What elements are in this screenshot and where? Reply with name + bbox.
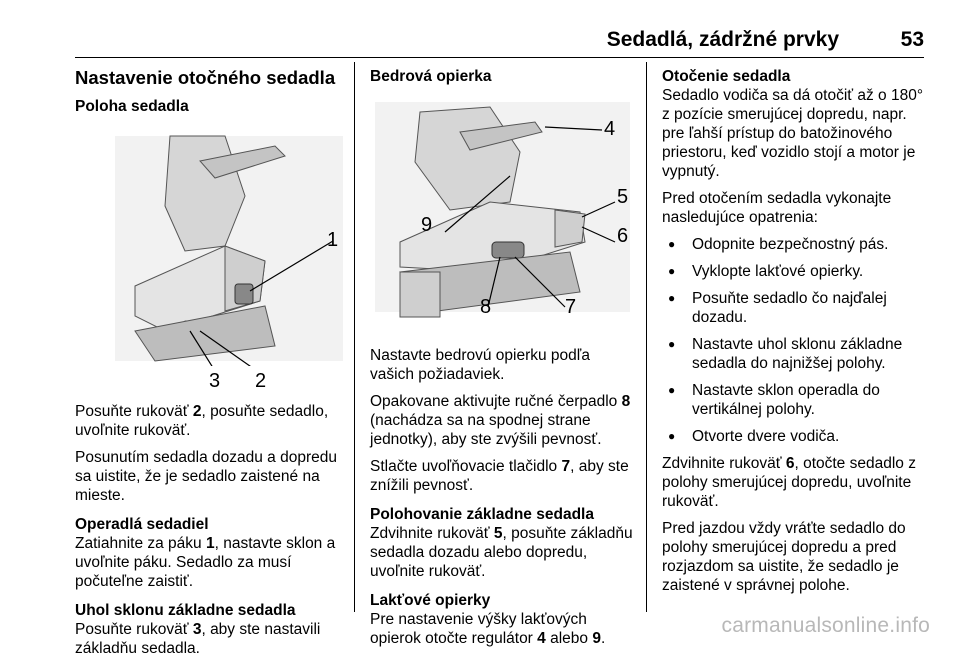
callout-4: 4 xyxy=(604,118,616,140)
paragraph-swivel-4: Pred jazdou vždy vráťte sedadlo do polohy smerujúcej dopredu a pred rozjazdom sa uistite, že sedadlo je zaistené v správnej polohe. xyxy=(662,520,906,594)
paragraph-lumbar-1: Nastavte bedrovú opierku podľa vašich požiadaviek. xyxy=(370,347,590,383)
list-item: ● Nastavte sklon operadla do vertikálnej polohy. xyxy=(662,381,927,419)
callout-9: 9 xyxy=(421,214,433,236)
page-header-title: Sedadlá, zádržné prvky xyxy=(606,28,839,51)
column-3 xyxy=(662,62,927,603)
page-number: 53 xyxy=(900,28,924,51)
list-item: ● Posuňte sedadlo čo najďalej dozadu. xyxy=(662,289,927,327)
subsection-title-seat-base-position: Polohovanie základne sedadla xyxy=(370,506,594,523)
paragraph-backrests: Zatiahnite za páku 1, nastavte sklon a uvoľnite páku. Sedadlo za musí počuteľne zaistiť. xyxy=(75,535,336,590)
column-divider-1 xyxy=(354,62,355,612)
lumbar-figure xyxy=(370,92,635,318)
paragraph-seat-position-2: Posunutím sedadla dozadu a dopredu sa uistite, že je sedadlo zaistené na mieste. xyxy=(75,449,337,504)
section-title: Nastavenie otočného sedadla xyxy=(75,67,336,88)
subsection-title-seat-swivel: Otočenie sedadla xyxy=(662,68,791,85)
paragraph-swivel-2: Pred otočením sedadla vykonajte nasledujúce opatrenia: xyxy=(662,190,892,226)
seat-illustration-2 xyxy=(370,92,635,318)
paragraph-seat-base-position: Zdvihnite rukoväť 5, posuňte základňu sedadla dozadu alebo dopredu, uvoľnite rukoväť. xyxy=(370,525,633,580)
list-item: ● Nastavte uhol sklonu základne sedadla do najnižšej polohy. xyxy=(662,335,927,373)
paragraph-armrests: Pre nastavenie výšky lakťových opierok otočte regulátor 4 alebo 9. xyxy=(370,611,606,647)
paragraph-swivel-3: Zdvihnite rukoväť 6, otočte sedadlo z polohy smerujúcej dopredu, uvoľnite rukoväť. xyxy=(662,455,916,510)
precautions-list xyxy=(662,235,927,446)
paragraph-seat-position-1: Posuňte rukoväť 2, posuňte sedadlo, uvoľnite rukoväť. xyxy=(75,403,329,439)
seat-illustration-1 xyxy=(75,126,343,366)
callout-8: 8 xyxy=(480,296,492,318)
callout-6: 6 xyxy=(617,225,629,247)
list-item: ● Otvorte dvere vodiča. xyxy=(662,427,927,446)
column-2 xyxy=(370,62,635,656)
paragraph-lumbar-3: Stlačte uvoľňovacie tlačidlo 7, aby ste znížili pevnosť. xyxy=(370,458,629,494)
seat-position-figure xyxy=(75,126,343,392)
paragraph-seat-base-angle: Posuňte rukoväť 3, aby ste nastavili základňu sedadla. xyxy=(75,621,321,657)
callout-7: 7 xyxy=(565,296,577,318)
subsection-title-backrests: Operadlá sedadiel xyxy=(75,516,209,533)
list-item: ● Vyklopte lakťové opierky. xyxy=(662,262,927,281)
column-1 xyxy=(75,62,343,666)
watermark: carmanualsonline.info xyxy=(721,614,930,637)
callout-3: 3 xyxy=(209,370,221,392)
paragraph-lumbar-2: Opakovane aktivujte ručné čerpadlo 8 (nachádza sa na spodnej strane jednotky), aby ste zvýšili pevnosť. xyxy=(370,393,631,448)
subsection-title-seat-position: Poloha sedadla xyxy=(75,98,189,115)
subsection-title-seat-base-angle: Uhol sklonu základne sedadla xyxy=(75,602,296,619)
subsection-title-armrests: Lakťové opierky xyxy=(370,592,491,609)
subsection-title-lumbar: Bedrová opierka xyxy=(370,68,492,85)
callout-2: 2 xyxy=(255,370,267,392)
callout-5: 5 xyxy=(617,186,629,208)
callout-1: 1 xyxy=(327,229,339,251)
list-item: ● Odopnite bezpečnostný pás. xyxy=(662,235,927,254)
header-rule xyxy=(75,57,924,58)
paragraph-swivel-1: Sedadlo vodiča sa dá otočiť až o 180° z pozície smerujúcej dopredu, napr. pre ľahší prístup do batožinového priestoru, keď vozidlo stojí a motor je vypnutý. xyxy=(662,87,924,180)
column-divider-2 xyxy=(646,62,647,612)
